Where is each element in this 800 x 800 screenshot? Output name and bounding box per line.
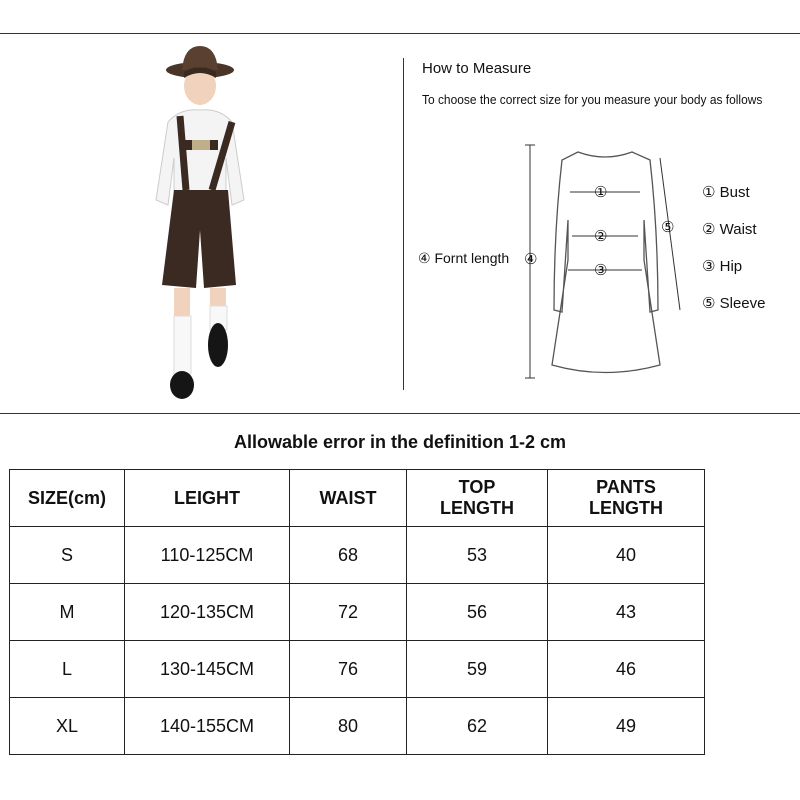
center-divider <box>403 58 404 390</box>
marker-1: ① <box>594 184 608 201</box>
legend-bust: ① Bust <box>702 184 750 201</box>
cell-size: XL <box>10 698 125 755</box>
error-note: Allowable error in the definition 1-2 cm <box>233 432 567 452</box>
cell-top-length: 53 <box>407 527 548 584</box>
measure-title: How to Measure <box>422 60 532 77</box>
cell-top-length: 56 <box>407 584 548 641</box>
cell-height: 110-125CM <box>125 527 290 584</box>
legend-hip: ③ Hip <box>702 258 743 275</box>
cell-waist: 68 <box>290 527 407 584</box>
cell-size: S <box>10 527 125 584</box>
top-divider <box>0 33 800 34</box>
table-header-row <box>10 470 705 527</box>
product-photo <box>140 40 260 410</box>
marker-3: ③ <box>594 262 608 279</box>
header-size: SIZE(cm) <box>10 470 125 527</box>
measure-subtitle: To choose the correct size for you measure your body as follows <box>422 92 763 107</box>
cell-pants-length: 40 <box>548 527 705 584</box>
middle-divider <box>0 413 800 414</box>
header-top-length: TOP LENGTH <box>407 470 548 527</box>
cell-height: 120-135CM <box>125 584 290 641</box>
sleeve-marker: ⑤ <box>661 219 675 236</box>
header-waist: WAIST <box>290 470 407 527</box>
legend-sleeve: ⑤ Sleeve <box>702 295 766 312</box>
cell-height: 140-155CM <box>125 698 290 755</box>
cell-top-length: 59 <box>407 641 548 698</box>
front-length-marker: ④ <box>524 251 538 268</box>
cell-size: M <box>10 584 125 641</box>
marker-2: ② <box>594 228 608 245</box>
cell-pants-length: 46 <box>548 641 705 698</box>
table-row <box>10 584 705 641</box>
cell-height: 130-145CM <box>125 641 290 698</box>
legend-waist: ② Waist <box>702 221 757 238</box>
header-pants-length: PANTS LENGTH <box>548 470 705 527</box>
cell-top-length: 62 <box>407 698 548 755</box>
front-length-label: ④ Fornt length <box>418 250 510 266</box>
table-row <box>10 641 705 698</box>
header-height: LEIGHT <box>125 470 290 527</box>
cell-waist: 80 <box>290 698 407 755</box>
cell-waist: 72 <box>290 584 407 641</box>
table-row <box>10 527 705 584</box>
cell-size: L <box>10 641 125 698</box>
size-table <box>9 469 705 755</box>
cell-waist: 76 <box>290 641 407 698</box>
cell-pants-length: 43 <box>548 584 705 641</box>
table-row <box>10 698 705 755</box>
cell-pants-length: 49 <box>548 698 705 755</box>
